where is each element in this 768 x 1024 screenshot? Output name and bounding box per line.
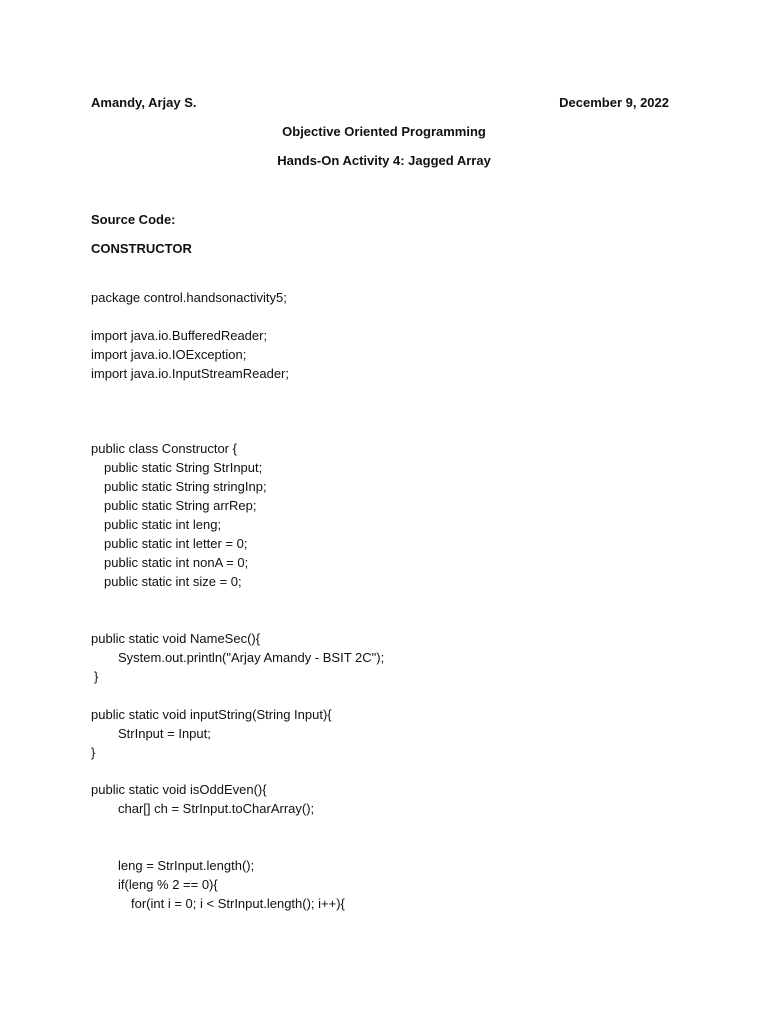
code-line: StrInput = Input; <box>118 726 211 741</box>
code-line: public static int letter = 0; <box>104 536 248 551</box>
code-line: import java.io.IOException; <box>91 347 247 362</box>
code-line: public static int size = 0; <box>104 574 242 589</box>
code-line: package control.handsonactivity5; <box>91 290 287 305</box>
code-line: import java.io.BufferedReader; <box>91 328 268 343</box>
constructor-label: CONSTRUCTOR <box>91 241 192 256</box>
code-line: public static String stringInp; <box>104 479 267 494</box>
activity-title: Hands-On Activity 4: Jagged Array <box>277 153 491 168</box>
source-code-label: Source Code: <box>91 212 176 227</box>
code-line: public static String arrRep; <box>104 498 257 513</box>
code-line: leng = StrInput.length(); <box>118 858 255 873</box>
code-line: public static void inputString(String Input){ <box>91 707 332 722</box>
code-line: for(int i = 0; i < StrInput.length(); i++){ <box>131 896 345 911</box>
course-title: Objective Oriented Programming <box>282 124 486 139</box>
code-line: char[] ch = StrInput.toCharArray(); <box>118 801 315 816</box>
code-line: if(leng % 2 == 0){ <box>118 877 218 892</box>
code-line: public static int nonA = 0; <box>104 555 249 570</box>
author-name: Amandy, Arjay S. <box>91 95 197 110</box>
document-date: December 9, 2022 <box>559 95 669 110</box>
code-line: } <box>94 669 99 684</box>
code-line: public static void NameSec(){ <box>91 631 261 646</box>
code-line: import java.io.InputStreamReader; <box>91 366 289 381</box>
code-line: } <box>91 745 96 760</box>
code-line: public static String StrInput; <box>104 460 263 475</box>
code-line: public static void isOddEven(){ <box>91 782 267 797</box>
code-line: System.out.println("Arjay Amandy - BSIT 2C"); <box>118 650 385 665</box>
code-line: public class Constructor { <box>91 441 237 456</box>
code-line: public static int leng; <box>104 517 222 532</box>
